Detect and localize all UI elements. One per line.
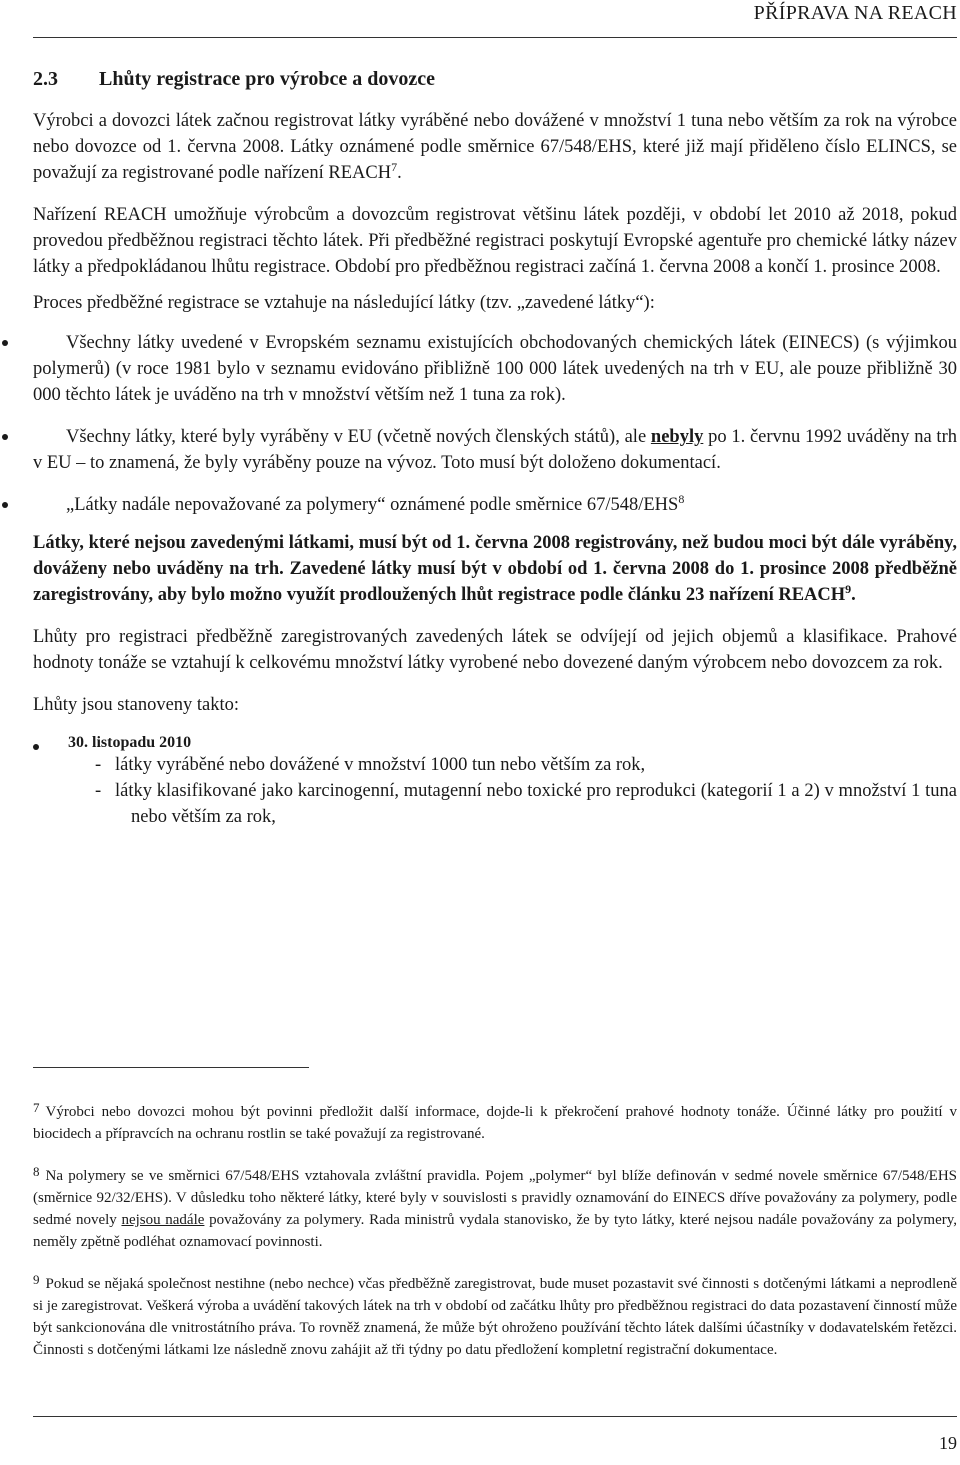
footnote-separator — [33, 1067, 309, 1068]
paragraph-deadlines-lead: Lhůty jsou stanoveny takto: — [33, 695, 240, 715]
paragraph-intro-text: Výrobci a dovozci látek začnou registrovat látky vyráběné nebo dovážené v množství 1 tuna nebo větším za rok na výrobce nebo dovozce od 1. června 2008. Látky oznámené podle směrnice 67/548/EHS, které již mají přiděleno číslo ELINCS, se považují za registrované podle nařízení REACH — [33, 111, 957, 183]
deadline-item — [33, 752, 957, 778]
paragraph-non-phase-in — [33, 530, 957, 608]
footnote-number: 9 — [33, 1272, 40, 1287]
footnote-7 — [33, 1097, 957, 1145]
bullet-icon — [33, 744, 39, 750]
paragraph-process: Proces předběžné registrace se vztahuje na následující látky (tzv. „zavedené látky“): — [33, 293, 655, 313]
footnote-number: 8 — [33, 1164, 40, 1179]
deadline-date — [33, 734, 957, 752]
running-header: PŘÍPRAVA NA REACH — [753, 2, 957, 24]
section-title: Lhůty registrace pro výrobce a dovozce — [99, 68, 436, 90]
footnote-8 — [33, 1161, 957, 1253]
header-rule — [33, 37, 957, 38]
footnote-text: Pokud se nějaká společnost nestihne (nebo nechce) včas předběžně zaregistrovat, bude muset pozastavit své činnosti s dotčenými látkami a neprodleně si je zaregistrovat. Veškerá výroba a uvádění takových látek na trh v období od začátku lhůty pro předběžnou registraci do data pozastavení činností může být sankcionována dle vnitrostátního práva. To rovněž znamená, že může být ohroženo používání těchto látek dalšími účastníky v dodavatelském řetězci. Činnosti s dotčenými látkami lze následně znovu zahájit až tři týdny po datu předložení kompletní registrační dokumentace. — [33, 1276, 957, 1358]
paragraph-non-phase-in-end: . — [851, 585, 856, 605]
paragraph-preregistration: Nařízení REACH umožňuje výrobcům a dovozcům registrovat většinu látek později, v období let 2010 až 2018, pokud provedou předběžnou registraci těchto látek. Při předběžné registraci poskytují Evropské agentuře pro chemické látky název látky a předpokládanou lhůtu registrace. Období pro předběžnou registraci začíná 1. června 2008 a končí 1. prosince 2008. — [33, 205, 957, 277]
footnote-9 — [33, 1269, 957, 1361]
footer-rule — [33, 1416, 957, 1417]
list-item-einecs — [33, 330, 957, 408]
footnote-text: Výrobci nebo dovozci mohou být povinni předložit další informace, dojde-li k překročení prahové hodnoty tonáže. Účinné látky pro použití v biocidech a přípravcích na ochranu rostlin se také považují za registrované. — [33, 1104, 957, 1142]
bullet-icon — [2, 340, 8, 346]
list-item-text: „Látky nadále nepovažované za polymery“ oznámené podle směrnice 67/548/EHS — [66, 495, 679, 515]
page-number: 19 — [939, 1433, 957, 1453]
document-page — [33, 0, 957, 1465]
footnote-number: 7 — [33, 1100, 40, 1115]
paragraph-non-phase-in-text: Látky, které nejsou zavedenými látkami, musí být od 1. června 2008 registrovány, než budou moci být dále vyráběny, dováženy nebo uváděny na trh. Zavedené látky musí být v období od 1. června 2008 do 1. prosince 2008 předběžně zaregistrovány, aby bylo možno využít prodloužených lhůt registrace podle článku 23 nařízení REACH — [33, 533, 957, 605]
list-item-text: Všechny látky uvedené v Evropském seznamu existujících obchodovaných chemických látek (EINECS) (s výjimkou polymerů) (v roce 1981 bylo v seznamu evidováno přibližně 100 000 látek uvedených na trh v EU, ale pouze přibližně 30 000 těchto látek je uváděno na trh v množství větším než 1 tuna za rok). — [33, 333, 957, 405]
footnote-text-rest: považovány za polymery. Rada ministrů vydala stanovisko, že by tyto látky, které nejsou nadále považovány za polymery, neměly zpětně podléhat oznamovací povinnosti. — [33, 1212, 957, 1250]
dash-icon: - — [95, 755, 102, 775]
footnote-underlined-text: nejsou nadále — [121, 1212, 205, 1228]
footnote-ref-9[interactable]: 9 — [845, 582, 852, 596]
paragraph-deadlines-intro: Lhůty pro registraci předběžně zaregistrovaných zavedených látek se odvíjejí od jejich objemů a klasifikace. Prahové hodnoty tonáže se vztahují k celkovému množství látky vyrobené nebo dovezené daným výrobcem nebo dovozcem za rok. — [33, 627, 957, 673]
list-item-text-rest: po 1. červnu 1992 uváděny na trh v EU – to znamená, že byly vyráběny pouze na vývoz. Toto musí být doloženo dokumentací. — [33, 427, 957, 473]
footnote-ref-7[interactable]: 7 — [391, 160, 398, 174]
deadline-date-text: 30. listopadu 2010 — [68, 734, 192, 751]
list-item-eu-produced — [33, 424, 957, 476]
footnote-text: Na polymery se ve směrnici 67/548/EHS vztahovala zvláštní pravidla. Pojem „polymer“ byl blíže definován v sedmé novele směrnice 67/548/EHS (směrnice 92/32/EHS). V důsledku toho některé látky, které byly v souvislosti s pravidly oznamování do EINECS dříve považovány za polymery, podle sedmé novely — [33, 1168, 957, 1228]
body-text — [33, 108, 957, 830]
footnotes — [33, 1097, 957, 1377]
dash-icon: - — [95, 781, 102, 801]
bullet-icon — [2, 502, 8, 508]
deadline-item — [33, 778, 957, 830]
emphasis-nebyly: nebyly — [650, 427, 704, 447]
bullet-icon — [2, 434, 8, 440]
deadline-item-text: látky klasifikované jako karcinogenní, mutagenní nebo toxické pro reprodukci (kategorií 1 a 2) v množství 1 tuna nebo větším za rok, — [115, 781, 957, 827]
list-item-no-longer-polymers — [33, 492, 957, 518]
section-number: 2.3 — [33, 68, 58, 90]
deadline-item-text: látky vyráběné nebo dovážené v množství 1000 tun nebo větším za rok, — [115, 755, 646, 775]
footnote-ref-8[interactable]: 8 — [678, 492, 685, 506]
list-item-text: Všechny látky, které byly vyráběny v EU (včetně nových členských států), ale — [66, 427, 651, 447]
paragraph-intro-end: . — [397, 163, 402, 183]
section-heading — [33, 66, 435, 92]
paragraph-intro — [33, 108, 957, 186]
